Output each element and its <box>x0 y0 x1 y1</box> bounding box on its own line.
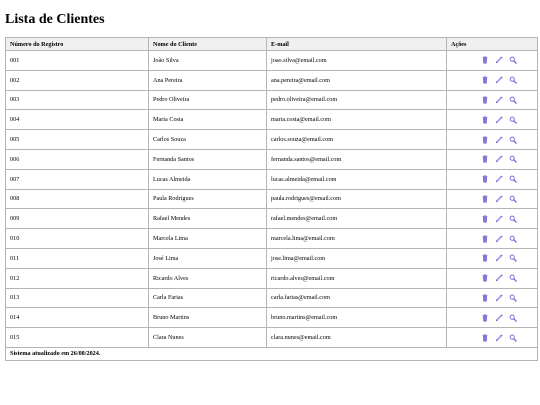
cell-number: 010 <box>6 229 149 249</box>
cell-name: Ana Pereira <box>149 70 267 90</box>
trash-icon[interactable] <box>481 116 489 124</box>
cell-name: Marcela Lima <box>149 229 267 249</box>
pencil-icon[interactable] <box>495 116 503 124</box>
cell-name: Paula Rodrigues <box>149 189 267 209</box>
clients-table <box>5 37 538 361</box>
cell-number: 009 <box>6 209 149 229</box>
row-actions <box>451 136 533 144</box>
cell-email: lucas.almeida@email.com <box>267 169 447 189</box>
cell-actions <box>447 189 538 209</box>
cell-actions <box>447 248 538 268</box>
page-title: Lista de Clientes <box>5 12 105 27</box>
pencil-icon[interactable] <box>495 96 503 104</box>
cell-email: ana.pereira@email.com <box>267 70 447 90</box>
magnifier-icon[interactable] <box>509 76 517 84</box>
cell-name: Carla Farias <box>149 288 267 308</box>
cell-email: marcela.lima@email.com <box>267 229 447 249</box>
cell-number: 004 <box>6 110 149 130</box>
trash-icon[interactable] <box>481 254 489 262</box>
table-row <box>6 130 538 150</box>
cell-email: paula.rodrigues@email.com <box>267 189 447 209</box>
magnifier-icon[interactable] <box>509 215 517 223</box>
cell-email: joao.silva@email.com <box>267 51 447 71</box>
column-header-number: Número do Registro <box>6 38 149 51</box>
cell-number: 006 <box>6 149 149 169</box>
table-row <box>6 90 538 110</box>
trash-icon[interactable] <box>481 136 489 144</box>
column-header-name: Nome do Cliente <box>149 38 267 51</box>
table-row <box>6 248 538 268</box>
pencil-icon[interactable] <box>495 155 503 163</box>
table-row <box>6 70 538 90</box>
cell-email: pedro.oliveira@email.com <box>267 90 447 110</box>
cell-name: João Silva <box>149 51 267 71</box>
pencil-icon[interactable] <box>495 314 503 322</box>
cell-email: ricardo.alves@email.com <box>267 268 447 288</box>
row-actions <box>451 96 533 104</box>
cell-actions <box>447 70 538 90</box>
pencil-icon[interactable] <box>495 195 503 203</box>
row-actions <box>451 294 533 302</box>
cell-number: 012 <box>6 268 149 288</box>
pencil-icon[interactable] <box>495 175 503 183</box>
cell-number: 008 <box>6 189 149 209</box>
table-body <box>6 51 538 348</box>
cell-name: Ricardo Alves <box>149 268 267 288</box>
cell-email: maria.costa@email.com <box>267 110 447 130</box>
trash-icon[interactable] <box>481 235 489 243</box>
row-actions <box>451 56 533 64</box>
cell-name: Rafael Mendes <box>149 209 267 229</box>
magnifier-icon[interactable] <box>509 334 517 342</box>
cell-actions <box>447 209 538 229</box>
table-row <box>6 169 538 189</box>
pencil-icon[interactable] <box>495 56 503 64</box>
table-row <box>6 328 538 348</box>
magnifier-icon[interactable] <box>509 136 517 144</box>
table-row <box>6 229 538 249</box>
cell-name: Bruno Martins <box>149 308 267 328</box>
cell-email: fernanda.santos@email.com <box>267 149 447 169</box>
row-actions <box>451 155 533 163</box>
trash-icon[interactable] <box>481 76 489 84</box>
row-actions <box>451 116 533 124</box>
row-actions <box>451 175 533 183</box>
magnifier-icon[interactable] <box>509 96 517 104</box>
trash-icon[interactable] <box>481 334 489 342</box>
cell-actions <box>447 328 538 348</box>
magnifier-icon[interactable] <box>509 294 517 302</box>
cell-name: Fernanda Santos <box>149 149 267 169</box>
trash-icon[interactable] <box>481 294 489 302</box>
pencil-icon[interactable] <box>495 334 503 342</box>
row-actions <box>451 195 533 203</box>
cell-number: 011 <box>6 248 149 268</box>
cell-email: clara.nunes@email.com <box>267 328 447 348</box>
cell-actions <box>447 130 538 150</box>
cell-actions <box>447 288 538 308</box>
row-actions <box>451 254 533 262</box>
table-row <box>6 51 538 71</box>
table-row <box>6 189 538 209</box>
cell-number: 001 <box>6 51 149 71</box>
trash-icon[interactable] <box>481 155 489 163</box>
cell-actions <box>447 169 538 189</box>
magnifier-icon[interactable] <box>509 116 517 124</box>
cell-actions <box>447 90 538 110</box>
magnifier-icon[interactable] <box>509 155 517 163</box>
magnifier-icon[interactable] <box>509 195 517 203</box>
cell-number: 005 <box>6 130 149 150</box>
pencil-icon[interactable] <box>495 274 503 282</box>
row-actions <box>451 235 533 243</box>
row-actions <box>451 274 533 282</box>
magnifier-icon[interactable] <box>509 235 517 243</box>
magnifier-icon[interactable] <box>509 254 517 262</box>
column-header-email: E-mail <box>267 38 447 51</box>
cell-name: Carlos Souza <box>149 130 267 150</box>
cell-number: 013 <box>6 288 149 308</box>
pencil-icon[interactable] <box>495 215 503 223</box>
trash-icon[interactable] <box>481 195 489 203</box>
cell-email: carlos.souza@email.com <box>267 130 447 150</box>
cell-email: jose.lima@email.com <box>267 248 447 268</box>
cell-actions <box>447 51 538 71</box>
trash-icon[interactable] <box>481 215 489 223</box>
column-header-actions: Ações <box>447 38 538 51</box>
cell-actions <box>447 268 538 288</box>
cell-email: bruno.martins@email.com <box>267 308 447 328</box>
row-actions <box>451 334 533 342</box>
trash-icon[interactable] <box>481 56 489 64</box>
table-footer-row <box>6 347 538 360</box>
cell-actions <box>447 308 538 328</box>
cell-name: Pedro Oliveira <box>149 90 267 110</box>
table-row <box>6 149 538 169</box>
trash-icon[interactable] <box>481 314 489 322</box>
trash-icon[interactable] <box>481 175 489 183</box>
cell-actions <box>447 110 538 130</box>
magnifier-icon[interactable] <box>509 274 517 282</box>
cell-name: Clara Nunes <box>149 328 267 348</box>
cell-name: José Lima <box>149 248 267 268</box>
cell-number: 014 <box>6 308 149 328</box>
row-actions <box>451 76 533 84</box>
magnifier-icon[interactable] <box>509 175 517 183</box>
cell-number: 015 <box>6 328 149 348</box>
cell-number: 002 <box>6 70 149 90</box>
pencil-icon[interactable] <box>495 254 503 262</box>
trash-icon[interactable] <box>481 96 489 104</box>
cell-name: Lucas Almeida <box>149 169 267 189</box>
status-text: Sistema atualizado em 26/08/2024. <box>6 347 538 360</box>
magnifier-icon[interactable] <box>509 314 517 322</box>
cell-number: 003 <box>6 90 149 110</box>
cell-email: carla.farias@email.com <box>267 288 447 308</box>
cell-actions <box>447 229 538 249</box>
table-row <box>6 268 538 288</box>
table-row <box>6 209 538 229</box>
table-row <box>6 308 538 328</box>
table-row <box>6 288 538 308</box>
magnifier-icon[interactable] <box>509 56 517 64</box>
row-actions <box>451 215 533 223</box>
pencil-icon[interactable] <box>495 235 503 243</box>
cell-number: 007 <box>6 169 149 189</box>
pencil-icon[interactable] <box>495 294 503 302</box>
row-actions <box>451 314 533 322</box>
cell-actions <box>447 149 538 169</box>
pencil-icon[interactable] <box>495 136 503 144</box>
pencil-icon[interactable] <box>495 76 503 84</box>
cell-email: rafael.mendes@email.com <box>267 209 447 229</box>
table-header-row <box>6 38 538 51</box>
cell-name: Maria Costa <box>149 110 267 130</box>
trash-icon[interactable] <box>481 274 489 282</box>
table-row <box>6 110 538 130</box>
